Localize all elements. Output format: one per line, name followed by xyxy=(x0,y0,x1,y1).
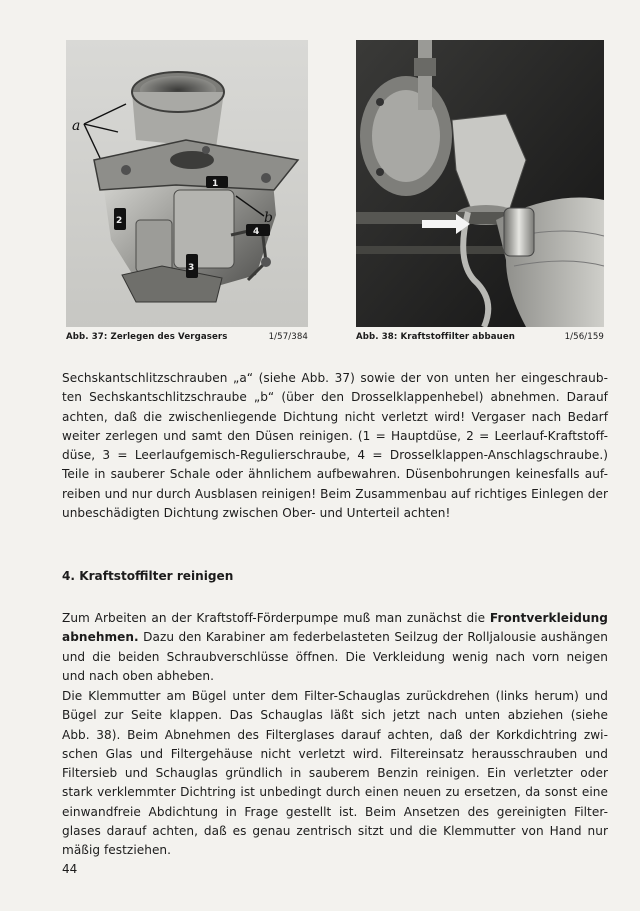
text-line: einwandfreie Abdichtung in Frage gestellt ist. Beim Ansetzen des gereinigten Filter- xyxy=(62,804,608,819)
figure-37-caption-text: Abb. 37: Zerlegen des Vergasers xyxy=(66,332,228,342)
text-line: weiter zerlegen und samt den Düsen reinigen. (1 = Hauptdüse, 2 = Leerlauf-Kraftstoff- xyxy=(62,428,608,443)
text-line: und nach oben abheben. xyxy=(62,668,215,683)
text-line: reiben und nur durch Ausblasen reinigen! Beim Zusammenbau auf richtiges Einlegen der xyxy=(62,486,608,501)
page-number: 44 xyxy=(62,862,78,876)
text-line: mäßig festziehen. xyxy=(62,843,172,858)
text-line xyxy=(62,628,608,647)
label-a: a xyxy=(72,118,81,134)
figure-37-carburetor-photo xyxy=(66,40,308,327)
figure-37-caption xyxy=(66,332,308,342)
marker-3-label: 3 xyxy=(188,263,195,273)
figure-37-code: 1/57/384 xyxy=(268,332,308,342)
figure-38-caption-text: Abb. 38: Kraftstoffilter abbauen xyxy=(356,332,515,342)
text-line: glases darauf achten, daß es genau zentrisch sitzt und die Klemmutter von Hand nur xyxy=(62,824,608,839)
text-line: unbeschädigten Dichtung zwischen Ober- und Unterteil achten! xyxy=(62,506,451,521)
text-line: ten Sechskantschlitzschraube „b“ (über den Drosselklappenhebel) abnehmen. Darauf xyxy=(62,390,608,405)
text-line: Die Klemmutter am Bügel unter dem Filter-Schauglas zurückdrehen (links herum) und xyxy=(62,689,608,703)
text-line: schen Glas und Filtergehäuse nicht verletzt wird. Filtereinsatz herausschrauben und xyxy=(62,746,608,761)
text-run: Dazu den Karabiner am federbelasteten Seilzug der Rolljalousie aushängen xyxy=(138,630,608,645)
bold-term: Frontverkleidung xyxy=(489,611,608,625)
text-line: Sechskantschlitzschrauben „a“ (siehe Abb. 37) sowie der von unten her eingeschraub- xyxy=(62,371,608,385)
text-line: und die beiden Schraubverschlüsse öffnen. Die Verkleidung wenig nach vorn neigen xyxy=(62,649,608,664)
text-line: Filtersieb und Schauglas gründlich in sauberem Benzin reinigen. Ein verletzter oder xyxy=(62,766,608,781)
text-line: Teile in sauberer Schale oder ähnlichem aufbewahren. Düsenbohrungen keinesfalls auf- xyxy=(62,467,608,482)
figure-38-code: 1/56/159 xyxy=(564,332,604,342)
text-line xyxy=(62,609,608,628)
text-line: Abb. 38). Beim Abnehmen des Filterglases darauf achten, daß der Korkdichtring zwi- xyxy=(62,727,608,742)
marker-2-label: 2 xyxy=(116,216,123,226)
text-line: achten, daß die zwischenliegende Dichtung nicht verletzt wird! Vergaser nach Bedarf xyxy=(62,409,608,424)
figure-38-caption xyxy=(356,332,604,342)
text-run: Zum Arbeiten an der Kraftstoff-Förderpumpe muß man zunächst die xyxy=(62,611,490,625)
paragraph-carburetor-disassembly xyxy=(62,369,608,523)
bold-term: abnehmen. xyxy=(62,630,139,645)
marker-1-label: 1 xyxy=(212,179,219,189)
marker-4-label: 4 xyxy=(253,227,260,237)
figure-38-fuel-filter-photo xyxy=(356,40,604,327)
text-line: Bügel zur Seite klappen. Das Schauglas läßt sich jetzt nach unten abziehen (siehe xyxy=(62,708,608,723)
paragraph-filter-cleaning xyxy=(62,687,608,861)
section-heading: 4. Kraftstoffilter reinigen xyxy=(62,569,234,583)
label-b: b xyxy=(264,210,273,226)
paragraph-front-panel xyxy=(62,609,608,686)
text-line: düse, 3 = Leerlaufgemisch-Regulierschraube, 4 = Drosselklappen-Anschlagschraube.) xyxy=(62,448,608,463)
text-line: stark verklemmter Dichtring ist unbedingt durch einen neuen zu ersetzen, da sonst eine xyxy=(62,785,608,800)
